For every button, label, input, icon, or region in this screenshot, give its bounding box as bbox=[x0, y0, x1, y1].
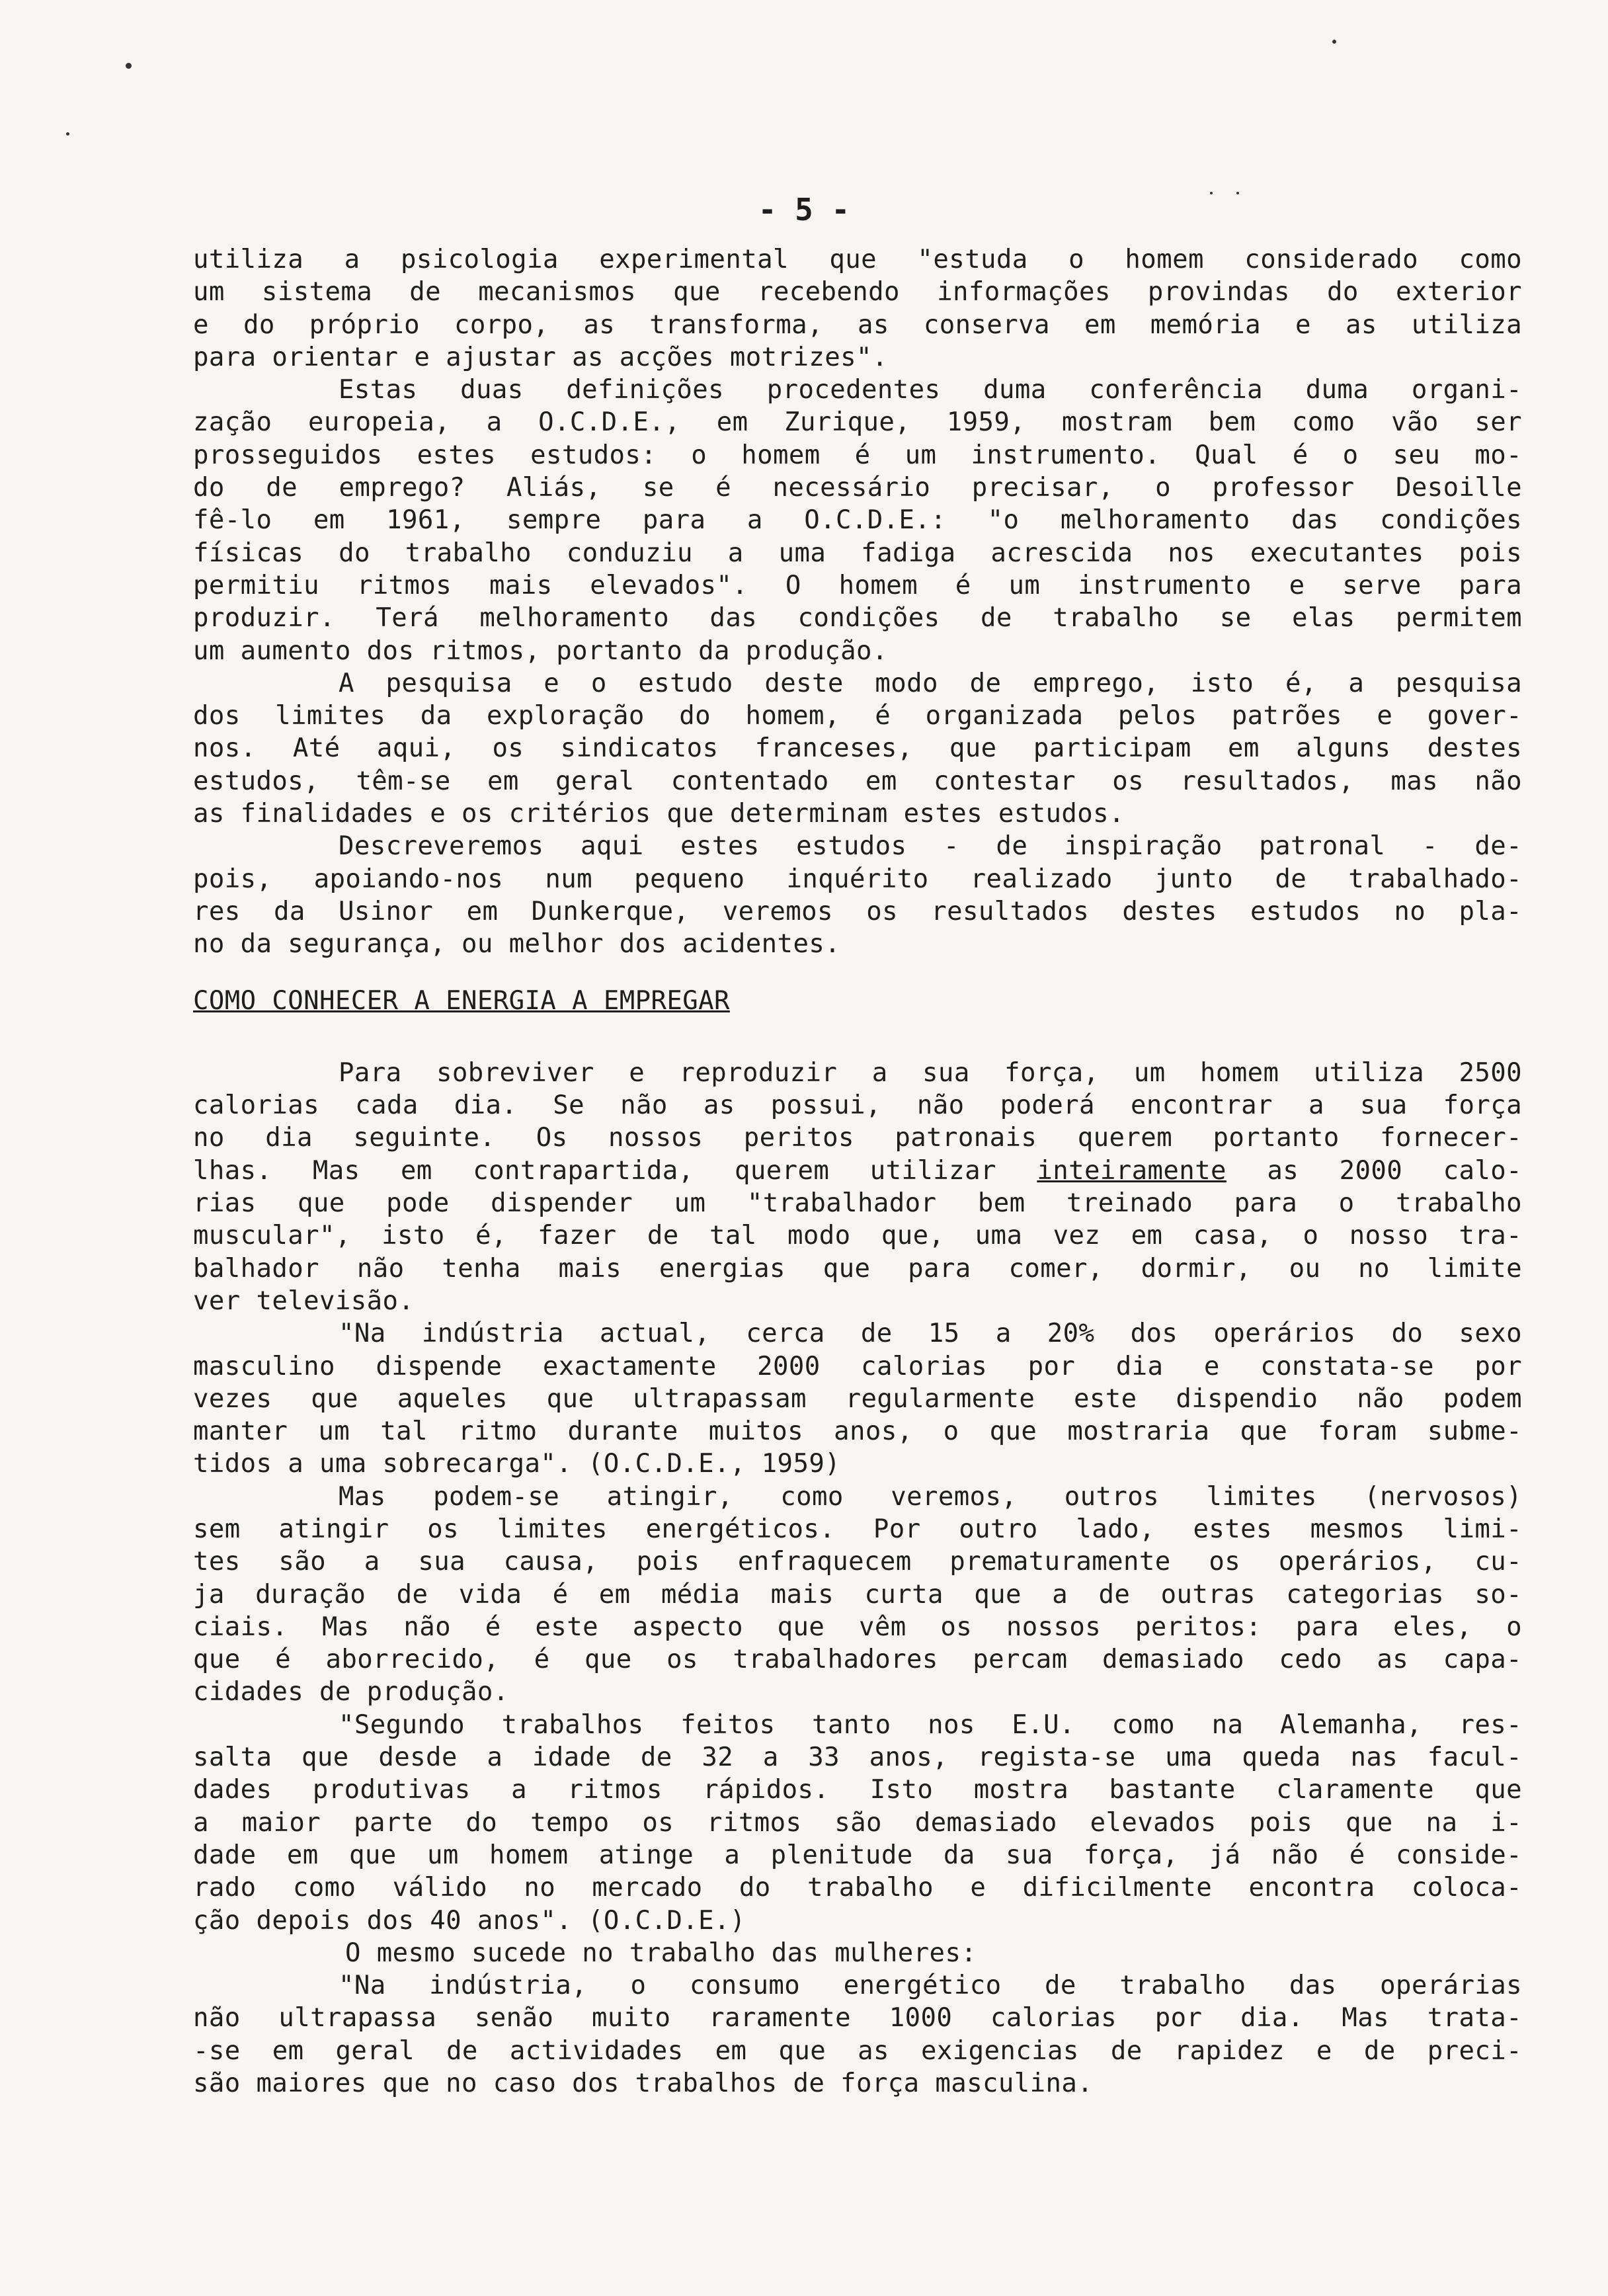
text-line: dade em que um homem atinge a plenitude da sua força, já não é conside- bbox=[193, 1840, 1522, 1870]
text-line: permitiu ritmos mais elevados". O homem é um instrumento e serve para bbox=[193, 570, 1522, 600]
text-line: calorias cada dia. Se não as possui, não poderá encontrar a sua força bbox=[193, 1090, 1522, 1121]
text-line: rado como válido no mercado do trabalho e dificilmente encontra coloca- bbox=[193, 1873, 1522, 1903]
section-heading: COMO CONHECER A ENERGIA A EMPREGAR bbox=[193, 985, 730, 1016]
text-line: ja duração de vida é em média mais curta que a de outras categorias so- bbox=[193, 1579, 1522, 1610]
document-body bbox=[193, 243, 1522, 2100]
text-line: sem atingir os limites energéticos. Por outro lado, estes mesmos limi- bbox=[193, 1514, 1522, 1544]
text-line: físicas do trabalho conduziu a uma fadiga acrescida nos executantes pois bbox=[193, 538, 1522, 568]
paragraph-8-quote bbox=[193, 1709, 1522, 1937]
text-line: ção depois dos 40 anos". (O.C.D.E.) bbox=[193, 1905, 746, 1936]
text-line: muscular", isto é, fazer de tal modo que, uma vez em casa, o nosso tra- bbox=[193, 1221, 1522, 1251]
paragraph-10-quote bbox=[193, 1969, 1522, 2100]
text-line: -se em geral de actividades em que as exigencias de rapidez e de preci- bbox=[193, 2035, 1522, 2066]
paragraph-7 bbox=[193, 1481, 1522, 1709]
text-line: A pesquisa e o estudo deste modo de emprego, isto é, a pesquisa bbox=[339, 668, 1522, 698]
text-line: pois, apoiando-nos num pequeno inquérito realizado junto de trabalhado- bbox=[193, 864, 1522, 894]
text-line: do de emprego? Aliás, se é necessário precisar, o professor Desoille bbox=[193, 473, 1522, 503]
text-line: Para sobreviver e reproduzir a sua força, um homem utiliza 2500 bbox=[339, 1057, 1522, 1088]
paragraph-9 bbox=[193, 1937, 1522, 1969]
text-line: vezes que aqueles que ultrapassam regularmente este dispendio não podem bbox=[193, 1383, 1522, 1414]
text-fragment: as 2000 calo- bbox=[1226, 1155, 1522, 1186]
text-line: cidades de produção. bbox=[193, 1677, 509, 1707]
text-line: estudos, têm-se em geral contentado em contestar os resultados, mas não bbox=[193, 766, 1522, 796]
scan-speck bbox=[126, 63, 132, 69]
text-line: rias que pode dispender um "trabalhador bem treinado para o trabalho bbox=[193, 1188, 1522, 1219]
text-line: "Na indústria actual, cerca de 15 a 20% dos operários do sexo bbox=[339, 1319, 1522, 1349]
text-line: um sistema de mecanismos que recebendo informações provindas do exterior bbox=[193, 277, 1522, 308]
text-line: fê-lo em 1961, sempre para a O.C.D.E.: "o melhoramento das condições bbox=[193, 505, 1522, 536]
text-line: as finalidades e os critérios que determinam estes estudos. bbox=[193, 799, 1125, 829]
text-line: ciais. Mas não é este aspecto que vêm os nossos peritos: para eles, o bbox=[193, 1612, 1522, 1642]
text-line: tes são a sua causa, pois enfraquecem prematuramente os operários, cu- bbox=[193, 1547, 1522, 1577]
text-line: a maior parte do tempo os ritmos são demasiado elevados pois que na i- bbox=[193, 1807, 1522, 1838]
paragraph-1 bbox=[193, 243, 1522, 374]
scan-speck bbox=[1236, 192, 1239, 194]
text-fragment: lhas. Mas em contrapartida, querem utilizar bbox=[193, 1155, 1037, 1186]
scan-speck bbox=[1210, 192, 1213, 194]
page-number: - 5 - bbox=[758, 192, 850, 227]
text-line: são maiores que no caso dos trabalhos de força masculina. bbox=[193, 2069, 1094, 2099]
text-line: ver televisão. bbox=[193, 1286, 415, 1316]
text-line-with-emphasis bbox=[193, 1155, 1522, 1187]
text-line: manter um tal ritmo durante muitos anos, o que mostraria que foram subme- bbox=[193, 1416, 1522, 1447]
text-line: balhador não tenha mais energias que para comer, dormir, ou no limite bbox=[193, 1253, 1522, 1284]
text-line: "Segundo trabalhos feitos tanto nos E.U. como na Alemanha, res- bbox=[339, 1709, 1522, 1740]
text-line: "Na indústria, o consumo energético de trabalho das operárias bbox=[339, 1971, 1522, 2001]
scan-speck bbox=[66, 132, 69, 136]
scan-speck bbox=[1332, 40, 1336, 44]
text-line: no dia seguinte. Os nossos peritos patronais querem portanto fornecer- bbox=[193, 1123, 1522, 1153]
paragraph-4 bbox=[193, 830, 1522, 960]
text-line: Descreveremos aqui estes estudos - de inspiração patronal - de- bbox=[339, 831, 1522, 862]
text-line: e do próprio corpo, as transforma, as conserva em memória e as utiliza bbox=[193, 309, 1522, 340]
text-line: para orientar e ajustar as acções motrizes". bbox=[193, 342, 888, 372]
paragraph-2 bbox=[193, 374, 1522, 667]
paragraph-3 bbox=[193, 667, 1522, 830]
text-line: salta que desde a idade de 32 a 33 anos, regista-se uma queda nas facul- bbox=[193, 1742, 1522, 1773]
text-line: que é aborrecido, é que os trabalhadores percam demasiado cedo as capa- bbox=[193, 1645, 1522, 1675]
paragraph-6-quote bbox=[193, 1317, 1522, 1480]
text-line: res da Usinor em Dunkerque, veremos os resultados destes estudos no pla- bbox=[193, 896, 1522, 926]
underlined-word: inteiramente bbox=[1037, 1155, 1226, 1186]
text-line: Estas duas definições procedentes duma conferência duma organi- bbox=[339, 375, 1522, 405]
text-line: prosseguidos estes estudos: o homem é um instrumento. Qual é o seu mo- bbox=[193, 440, 1522, 470]
text-line: um aumento dos ritmos, portanto da produção. bbox=[193, 636, 888, 666]
text-line: utiliza a psicologia experimental que "estuda o homem considerado como bbox=[193, 245, 1522, 274]
text-line: dos limites da exploração do homem, é organizada pelos patrões e gover- bbox=[193, 701, 1522, 731]
text-line: no da segurança, ou melhor dos acidentes. bbox=[193, 929, 841, 960]
text-line: zação europeia, a O.C.D.E., em Zurique, 1959, mostram bem como vão ser bbox=[193, 407, 1522, 438]
text-line: tidos a uma sobrecarga". (O.C.D.E., 1959) bbox=[193, 1449, 841, 1479]
text-line: Mas podem-se atingir, como veremos, outros limites (nervosos) bbox=[339, 1481, 1522, 1512]
text-line: produzir. Terá melhoramento das condições de trabalho se elas permitem bbox=[193, 603, 1522, 634]
text-line: nos. Até aqui, os sindicatos franceses, que participam em alguns destes bbox=[193, 733, 1522, 764]
text-line: não ultrapassa senão muito raramente 1000 calorias por dia. Mas trata- bbox=[193, 2003, 1522, 2033]
text-line: dades produtivas a ritmos rápidos. Isto mostra bastante claramente que bbox=[193, 1775, 1522, 1805]
text-line: O mesmo sucede no trabalho das mulheres: bbox=[345, 1938, 977, 1968]
text-line: masculino dispende exactamente 2000 calorias por dia e constata-se por bbox=[193, 1351, 1522, 1381]
paragraph-5 bbox=[193, 1057, 1522, 1317]
